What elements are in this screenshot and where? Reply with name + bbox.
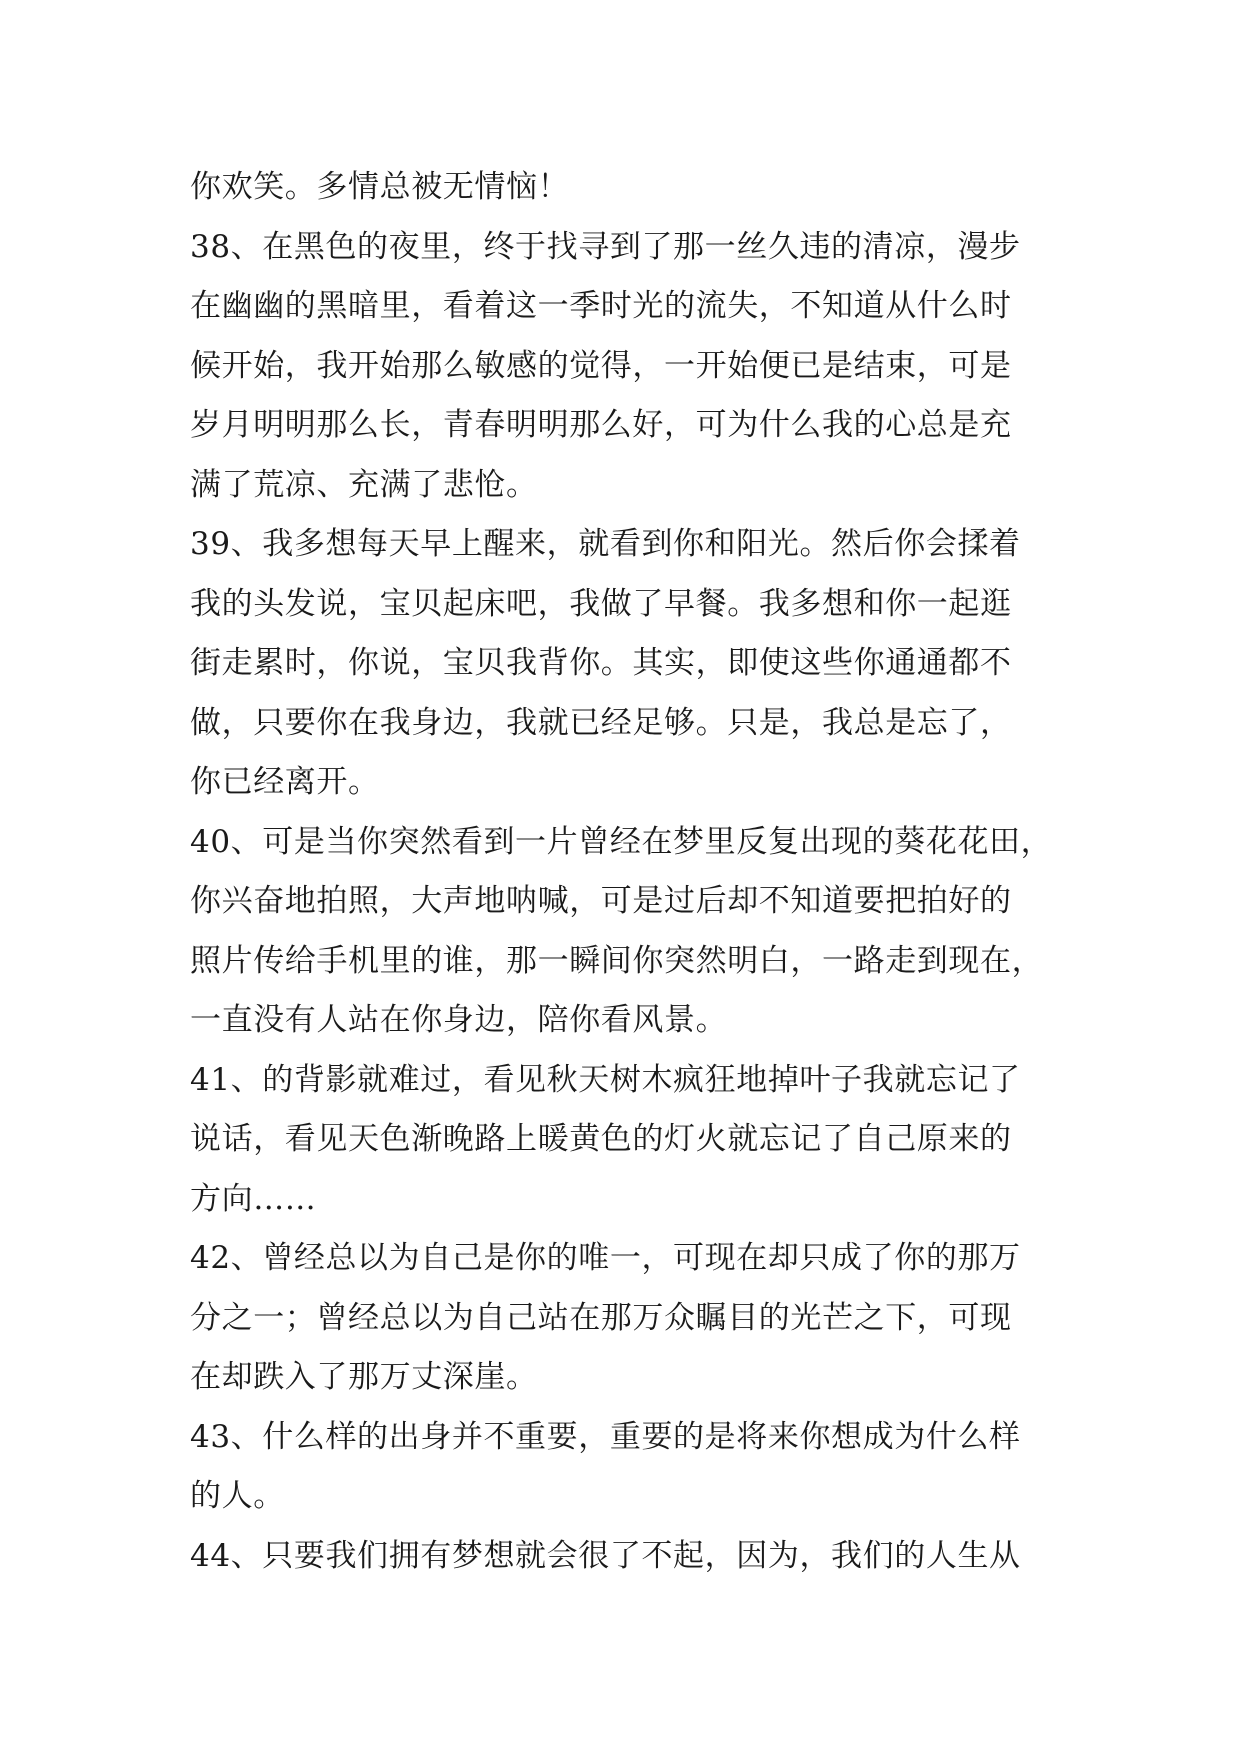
text-line: 你已经离开。 [190,764,380,800]
text-line: 做，只要你在我身边，我就已经足够。只是，我总是忘了， [190,704,1012,741]
text-line: 岁月明明那么长，青春明明那么好，可为什么我的心总是充 [190,407,1012,443]
text-line: 42、曾经总以为自己是你的唯一，可现在却只成了你的那万 [190,1240,1021,1276]
text-line: 43、什么样的出身并不重要，重要的是将来你想成为什么样 [190,1418,1021,1455]
text-line: 38、在黑色的夜里，终于找寻到了那一丝久违的清凉，漫步 [190,228,1021,265]
text-line: 的人。 [190,1478,285,1514]
text-line: 说话，看见天色渐晚路上暖黄色的灯火就忘记了自己原来的 [190,1121,1012,1157]
text-line: 方向…… [190,1180,317,1217]
text-line: 一直没有人站在你身边，陪你看风景。 [190,1002,728,1038]
text-line: 在却跌入了那万丈深崖。 [190,1359,538,1395]
text-line: 照片传给手机里的谁，那一瞬间你突然明白，一路走到现在， [190,942,1044,979]
text-line: 候开始，我开始那么敏感的觉得，一开始便已是结束，可是 [190,347,1012,384]
text-line: 你欢笑。多情总被无情恼！ [190,169,570,205]
text-line: 你兴奋地拍照，大声地呐喊，可是过后却不知道要把拍好的 [190,883,1012,919]
text-line: 40、可是当你突然看到一片曾经在梦里反复出现的葵花花田， [190,823,1053,860]
text-line: 分之一；曾经总以为自己站在那万众瞩目的光芒之下，可现 [190,1299,1012,1336]
text-line: 街走累时，你说，宝贝我背你。其实，即使这些你通通都不 [190,645,1012,681]
text-line: 在幽幽的黑暗里，看着这一季时光的流失，不知道从什么时 [190,288,1012,324]
body-text [190,158,1070,1586]
text-line: 我的头发说，宝贝起床吧，我做了早餐。我多想和你一起逛 [190,585,1012,622]
text-line: 44、只要我们拥有梦想就会很了不起，因为，我们的人生从 [190,1537,1021,1574]
text-line: 39、我多想每天早上醒来，就看到你和阳光。然后你会揉着 [190,526,1021,562]
text-line: 41、的背影就难过，看见秋天树木疯狂地掉叶子我就忘记了 [190,1061,1021,1098]
text-line: 满了荒凉、充满了悲怆。 [190,466,538,503]
